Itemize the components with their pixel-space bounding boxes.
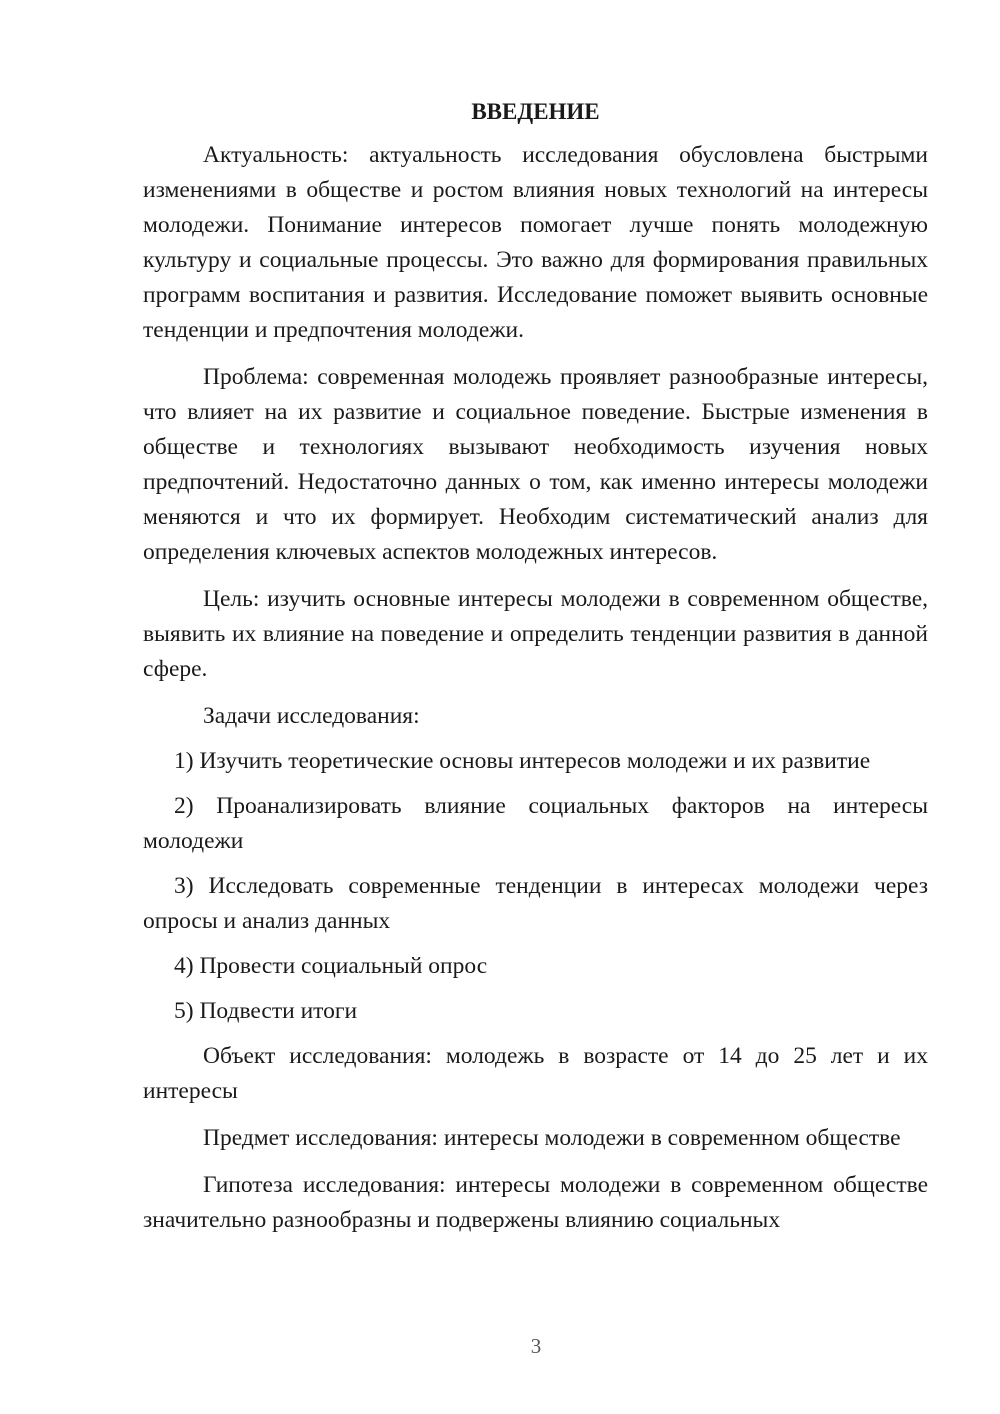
task-item: 3) Исследовать современные тенденции в интересах молодежи через опросы и анализ данных <box>143 873 928 934</box>
paragraph-problem: Проблема: современная молодежь проявляет разнообразные интересы, что влияет на их развитие и социальное поведение. Быстрые изменения в обществе и технологиях вызывают необходимость изучения новых предпочтений. Недостаточно данных о том, как именно интересы молодежи меняются и что их формирует. Необходим систематический анализ для определения ключевых аспектов молодежных интересов. <box>143 364 928 565</box>
task-item: 2) Проанализировать влияние социальных факторов на интересы молодежи <box>143 793 928 854</box>
paragraph-hypothesis: Гипотеза исследования: интересы молодежи в современном обществе значительно разнообразны и подвержены влиянию социальных <box>143 1172 928 1233</box>
paragraph-subject: Предмет исследования: интересы молодежи в современном обществе <box>203 1125 901 1151</box>
tasks-heading: Задачи исследования: <box>203 703 420 729</box>
task-item: 1) Изучить теоретические основы интересов молодежи и их развитие <box>174 748 871 774</box>
paragraph-relevance: Актуальность: актуальность исследования обусловлена быстрыми изменениями в обществе и ростом влияния новых технологий на интересы молодежи. Понимание интересов помогает лучше понять молодежную культуру и социальные процессы. Это важно для формирования правильных программ воспитания и развития. Исследование поможет выявить основные тенденции и предпочтения молодежи. <box>143 142 928 343</box>
page-number: 3 <box>530 1334 542 1358</box>
paragraph-goal: Цель: изучить основные интересы молодежи в современном обществе, выявить их влияние на поведение и определить тенденции развития в данной сфере. <box>143 586 928 682</box>
task-item: 4) Провести социальный опрос <box>174 953 488 979</box>
page-content <box>143 96 928 1250</box>
section-title: ВВЕДЕНИЕ <box>471 99 600 124</box>
task-item: 5) Подвести итоги <box>174 998 358 1024</box>
paragraph-object: Объект исследования: молодежь в возрасте от 14 до 25 лет и их интересы <box>143 1043 928 1104</box>
